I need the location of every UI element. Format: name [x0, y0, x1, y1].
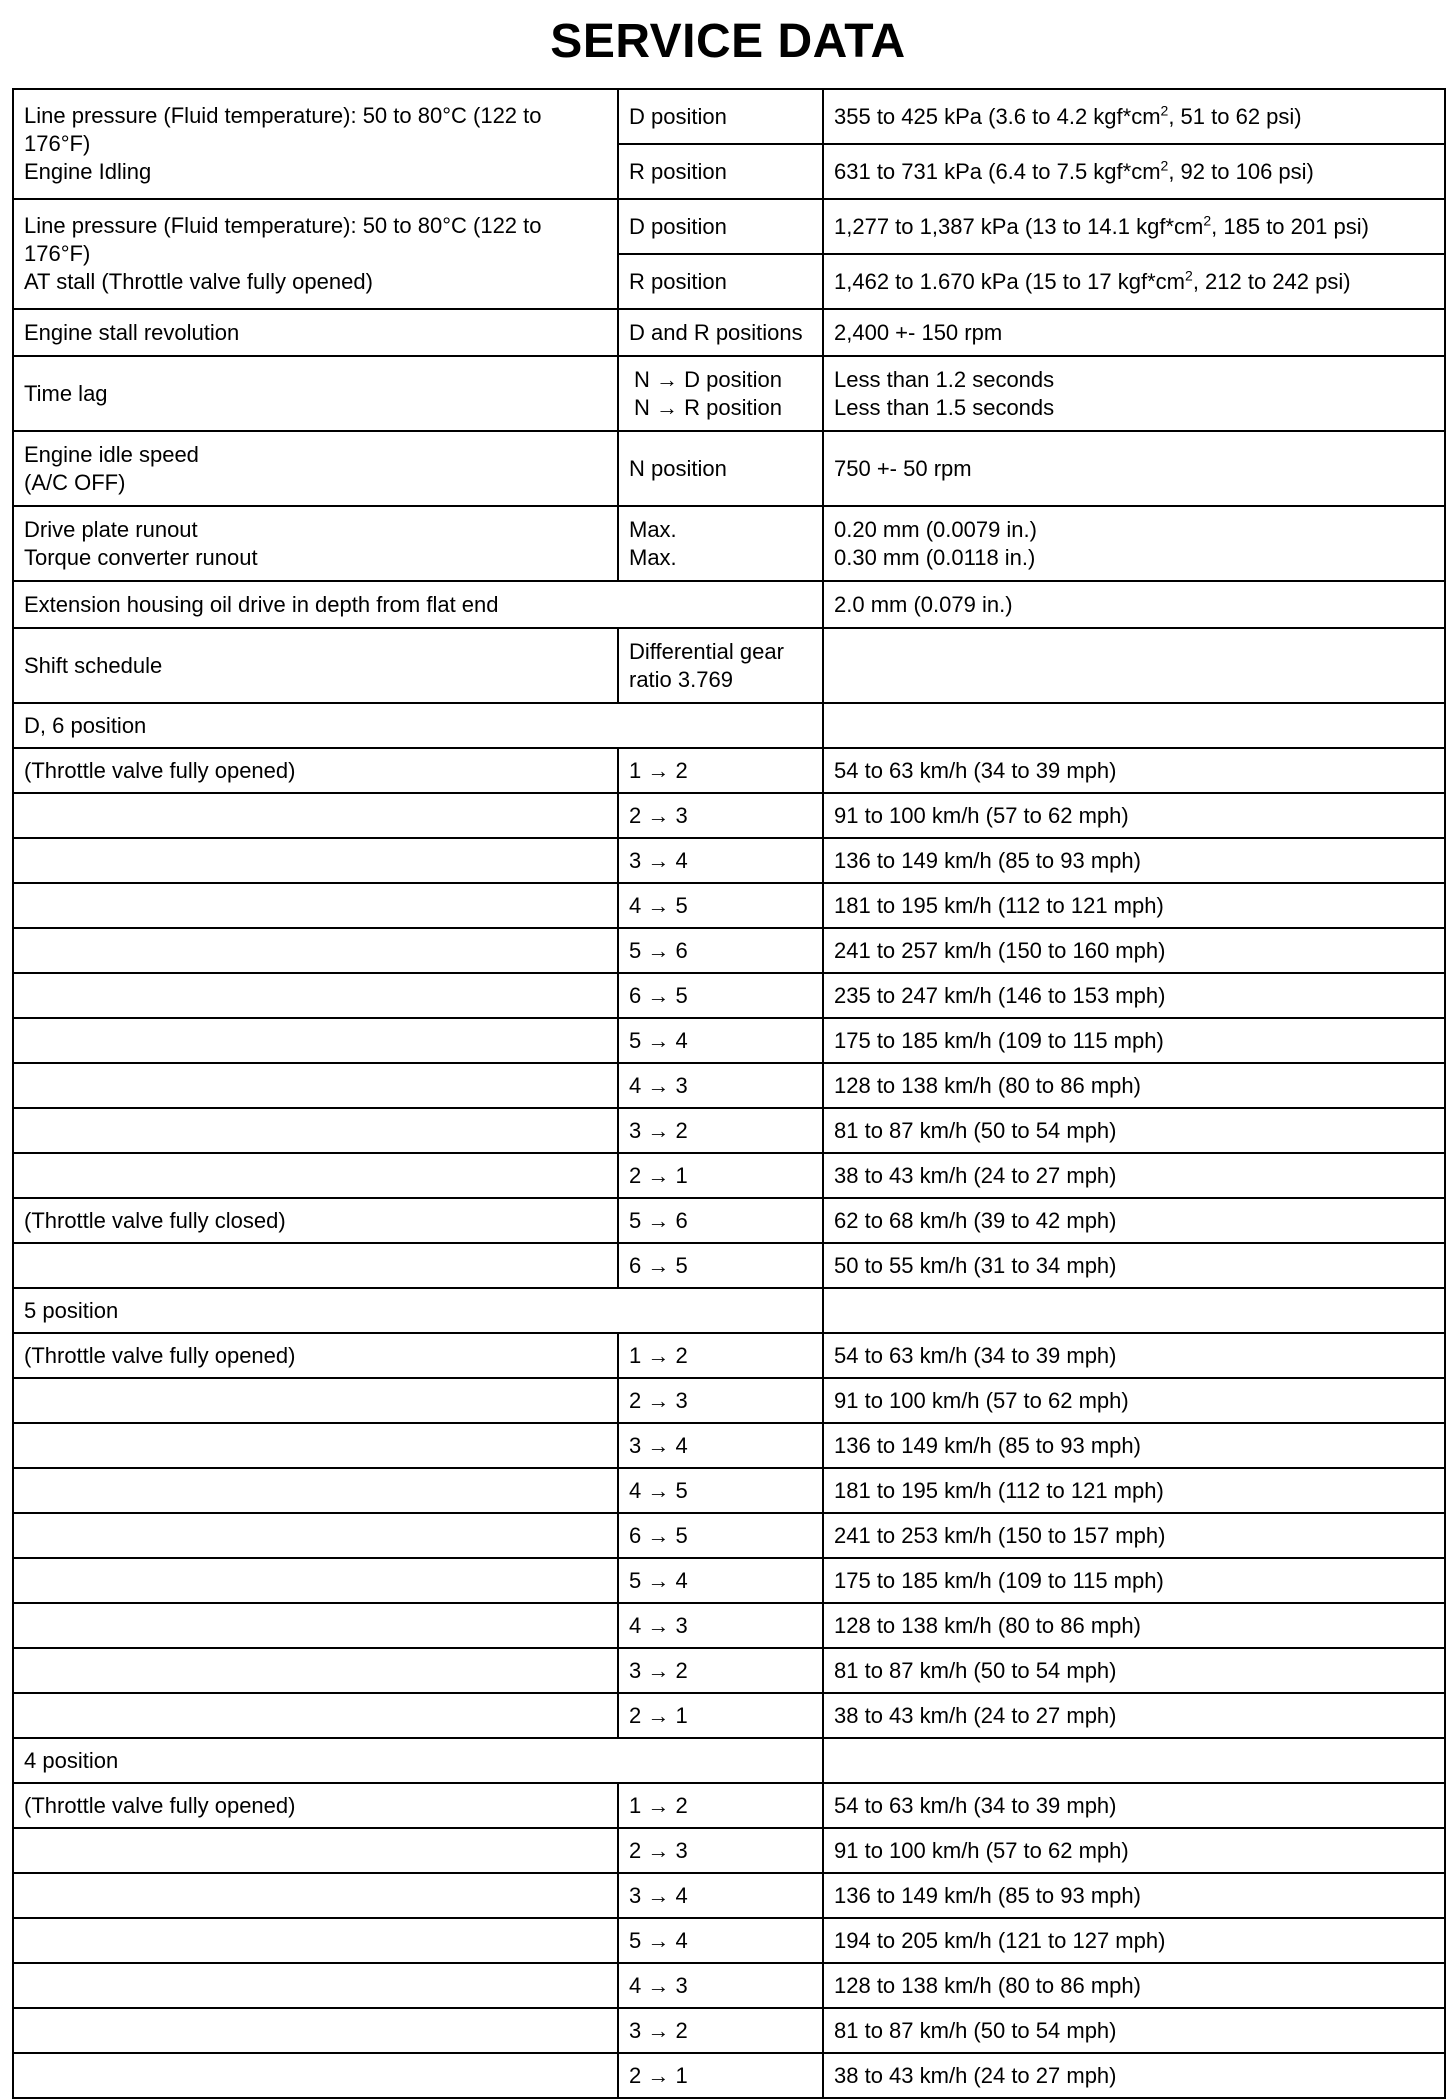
position-cell: N position	[618, 431, 823, 506]
condition-cell	[13, 973, 618, 1018]
section-row	[13, 1738, 1445, 1783]
shift-cell: 2 → 3	[618, 793, 823, 838]
shift-cell: 4 → 5	[618, 1468, 823, 1513]
value-cell	[823, 506, 1445, 581]
value-cell	[823, 199, 1445, 254]
shift-cell: 3 → 4	[618, 838, 823, 883]
speed-cell: 81 to 87 km/h (50 to 54 mph)	[823, 1108, 1445, 1153]
shift-cell: 1 → 2	[618, 1333, 823, 1378]
shift-cell: 2 → 1	[618, 2053, 823, 2098]
position-text: Max.	[629, 544, 677, 570]
speed-cell: 181 to 195 km/h (112 to 121 mph)	[823, 1468, 1445, 1513]
speed-cell: 81 to 87 km/h (50 to 54 mph)	[823, 2008, 1445, 2053]
value-cell: 750 +- 50 rpm	[823, 431, 1445, 506]
speed-cell: 38 to 43 km/h (24 to 27 mph)	[823, 2053, 1445, 2098]
table-row	[13, 356, 1445, 431]
position-text: Max.	[629, 516, 677, 542]
table-row	[13, 1333, 1445, 1378]
spec-label-cell	[13, 506, 618, 581]
position-text: N → R position	[634, 394, 782, 420]
shift-cell: 4 → 3	[618, 1963, 823, 2008]
table-row	[13, 793, 1445, 838]
condition-cell	[13, 793, 618, 838]
position-cell	[618, 506, 823, 581]
shift-cell: 5 → 4	[618, 1018, 823, 1063]
value-cell: 2.0 mm (0.079 in.)	[823, 581, 1445, 628]
condition-cell	[13, 2008, 618, 2053]
section-heading: D, 6 position	[13, 703, 823, 748]
spec-label: Engine idle speed	[24, 441, 199, 467]
table-row	[13, 973, 1445, 1018]
spec-label: Line pressure (Fluid temperature): 50 to 80°C (122 to 176°F)	[24, 213, 542, 266]
spec-label-cell	[13, 199, 618, 309]
table-row	[13, 1513, 1445, 1558]
shift-cell: 6 → 5	[618, 1243, 823, 1288]
superscript: 2	[1185, 267, 1193, 284]
spec-label: Engine Idling	[24, 159, 152, 184]
value-text: 0.30 mm (0.0118 in.)	[834, 544, 1036, 570]
value-cell	[823, 144, 1445, 199]
shift-cell: 5 → 6	[618, 928, 823, 973]
speed-cell: 38 to 43 km/h (24 to 27 mph)	[823, 1693, 1445, 1738]
position-cell: D and R positions	[618, 309, 823, 356]
shift-cell: 5 → 4	[618, 1558, 823, 1603]
speed-cell: 136 to 149 km/h (85 to 93 mph)	[823, 838, 1445, 883]
shift-cell: 3 → 2	[618, 1108, 823, 1153]
condition-cell	[13, 1378, 618, 1423]
value-cell	[823, 1738, 1445, 1783]
condition-cell	[13, 1558, 618, 1603]
value-text: 0.20 mm (0.0079 in.)	[834, 516, 1037, 542]
shift-cell: 3 → 4	[618, 1873, 823, 1918]
speed-cell: 136 to 149 km/h (85 to 93 mph)	[823, 1873, 1445, 1918]
condition-cell: (Throttle valve fully opened)	[13, 1333, 618, 1378]
position-cell	[618, 356, 823, 431]
table-row	[13, 1648, 1445, 1693]
speed-cell: 91 to 100 km/h (57 to 62 mph)	[823, 793, 1445, 838]
position-cell: D position	[618, 89, 823, 144]
table-row	[13, 748, 1445, 793]
condition-cell: (Throttle valve fully opened)	[13, 1783, 618, 1828]
position-text: N → D position	[634, 366, 782, 392]
condition-cell: (Throttle valve fully closed)	[13, 1198, 618, 1243]
shift-cell: 1 → 2	[618, 748, 823, 793]
condition-cell	[13, 838, 618, 883]
table-row	[13, 1468, 1445, 1513]
condition-cell	[13, 2053, 618, 2098]
value-cell	[823, 628, 1445, 703]
table-row	[13, 628, 1445, 703]
shift-cell: 5 → 6	[618, 1198, 823, 1243]
speed-cell: 50 to 55 km/h (31 to 34 mph)	[823, 1243, 1445, 1288]
speed-cell: 91 to 100 km/h (57 to 62 mph)	[823, 1378, 1445, 1423]
value-text: Less than 1.5 seconds	[834, 394, 1055, 420]
table-row	[13, 1963, 1445, 2008]
table-row	[13, 199, 1445, 254]
service-data-table	[12, 88, 1446, 2099]
table-row	[13, 1918, 1445, 1963]
spec-label: AT stall (Throttle valve fully opened)	[24, 269, 373, 294]
position-text: Differential gear	[629, 638, 784, 664]
value-text: , 212 to 242 psi)	[1192, 268, 1351, 294]
spec-label: Line pressure (Fluid temperature): 50 to 80°C (122 to 176°F)	[24, 103, 542, 156]
speed-cell: 128 to 138 km/h (80 to 86 mph)	[823, 1963, 1445, 2008]
shift-cell: 2 → 1	[618, 1153, 823, 1198]
table-row	[13, 883, 1445, 928]
table-row	[13, 1873, 1445, 1918]
position-cell: R position	[618, 254, 823, 309]
section-row	[13, 1288, 1445, 1333]
table-row	[13, 506, 1445, 581]
condition-cell	[13, 1153, 618, 1198]
speed-cell: 136 to 149 km/h (85 to 93 mph)	[823, 1423, 1445, 1468]
position-cell	[618, 628, 823, 703]
condition-cell	[13, 1828, 618, 1873]
position-cell: D position	[618, 199, 823, 254]
section-heading: 4 position	[13, 1738, 823, 1783]
condition-cell	[13, 928, 618, 973]
speed-cell: 181 to 195 km/h (112 to 121 mph)	[823, 883, 1445, 928]
value-cell: 2,400 +- 150 rpm	[823, 309, 1445, 356]
section-row	[13, 703, 1445, 748]
condition-cell	[13, 1423, 618, 1468]
shift-cell: 6 → 5	[618, 1513, 823, 1558]
speed-cell: 54 to 63 km/h (34 to 39 mph)	[823, 1333, 1445, 1378]
table-row	[13, 581, 1445, 628]
speed-cell: 38 to 43 km/h (24 to 27 mph)	[823, 1153, 1445, 1198]
value-text: , 51 to 62 psi)	[1168, 103, 1302, 129]
table-row	[13, 2008, 1445, 2053]
table-row	[13, 1018, 1445, 1063]
page-title: SERVICE DATA	[550, 15, 906, 68]
shift-cell: 4 → 3	[618, 1603, 823, 1648]
superscript: 2	[1203, 212, 1212, 229]
shift-cell: 6 → 5	[618, 973, 823, 1018]
condition-cell	[13, 1468, 618, 1513]
speed-cell: 128 to 138 km/h (80 to 86 mph)	[823, 1603, 1445, 1648]
spec-label: Shift schedule	[13, 628, 618, 703]
condition-cell	[13, 1108, 618, 1153]
table-row	[13, 1558, 1445, 1603]
table-row	[13, 928, 1445, 973]
speed-cell: 54 to 63 km/h (34 to 39 mph)	[823, 748, 1445, 793]
shift-cell: 5 → 4	[618, 1918, 823, 1963]
table-row	[13, 1108, 1445, 1153]
condition-cell	[13, 1243, 618, 1288]
condition-cell	[13, 1648, 618, 1693]
table-row	[13, 309, 1445, 356]
condition-cell	[13, 1603, 618, 1648]
table-row	[13, 838, 1445, 883]
speed-cell: 54 to 63 km/h (34 to 39 mph)	[823, 1783, 1445, 1828]
shift-cell: 3 → 2	[618, 2008, 823, 2053]
value-cell	[823, 89, 1445, 144]
speed-cell: 91 to 100 km/h (57 to 62 mph)	[823, 1828, 1445, 1873]
spec-label: Engine stall revolution	[13, 309, 618, 356]
speed-cell: 241 to 257 km/h (150 to 160 mph)	[823, 928, 1445, 973]
table-row	[13, 431, 1445, 506]
table-row	[13, 2053, 1445, 2098]
value-text: , 185 to 201 psi)	[1211, 213, 1369, 239]
speed-cell: 175 to 185 km/h (109 to 115 mph)	[823, 1558, 1445, 1603]
spec-label: Torque converter runout	[24, 544, 258, 570]
position-cell: R position	[618, 144, 823, 199]
table-row	[13, 1693, 1445, 1738]
condition-cell	[13, 1918, 618, 1963]
value-cell	[823, 703, 1445, 748]
condition-cell	[13, 883, 618, 928]
spec-label: Time lag	[13, 356, 618, 431]
speed-cell: 241 to 253 km/h (150 to 157 mph)	[823, 1513, 1445, 1558]
table-row	[13, 89, 1445, 144]
shift-cell: 3 → 2	[618, 1648, 823, 1693]
shift-cell: 1 → 2	[618, 1783, 823, 1828]
shift-cell: 2 → 1	[618, 1693, 823, 1738]
value-cell	[823, 356, 1445, 431]
table-row	[13, 1783, 1445, 1828]
superscript: 2	[1160, 157, 1169, 174]
value-text: , 92 to 106 psi)	[1168, 158, 1314, 184]
speed-cell: 81 to 87 km/h (50 to 54 mph)	[823, 1648, 1445, 1693]
shift-cell: 2 → 3	[618, 1378, 823, 1423]
table-row	[13, 1153, 1445, 1198]
condition-cell	[13, 1063, 618, 1108]
value-text: Less than 1.2 seconds	[834, 366, 1055, 392]
value-text: 355 to 425 kPa (3.6 to 4.2 kgf*cm	[834, 103, 1161, 129]
speed-cell: 128 to 138 km/h (80 to 86 mph)	[823, 1063, 1445, 1108]
condition-cell	[13, 1693, 618, 1738]
table-row	[13, 1603, 1445, 1648]
shift-cell: 3 → 4	[618, 1423, 823, 1468]
table-row	[13, 1423, 1445, 1468]
value-text: 631 to 731 kPa (6.4 to 7.5 kgf*cm	[834, 158, 1161, 184]
shift-cell: 4 → 3	[618, 1063, 823, 1108]
table-row	[13, 1378, 1445, 1423]
spec-label-cell	[13, 431, 618, 506]
speed-cell: 194 to 205 km/h (121 to 127 mph)	[823, 1918, 1445, 1963]
condition-cell	[13, 1963, 618, 2008]
condition-cell	[13, 1018, 618, 1063]
section-heading: 5 position	[13, 1288, 823, 1333]
condition-cell: (Throttle valve fully opened)	[13, 748, 618, 793]
spec-label: (A/C OFF)	[24, 469, 126, 495]
condition-cell	[13, 1873, 618, 1918]
table-row	[13, 1198, 1445, 1243]
table-row	[13, 1063, 1445, 1108]
table-row	[13, 1828, 1445, 1873]
position-text: ratio 3.769	[629, 666, 733, 692]
spec-label: Extension housing oil drive in depth from flat end	[13, 581, 823, 628]
speed-cell: 235 to 247 km/h (146 to 153 mph)	[823, 973, 1445, 1018]
spec-label: Drive plate runout	[24, 516, 198, 542]
value-cell	[823, 1288, 1445, 1333]
table-row	[13, 1243, 1445, 1288]
condition-cell	[13, 1513, 618, 1558]
speed-cell: 62 to 68 km/h (39 to 42 mph)	[823, 1198, 1445, 1243]
value-text: 1,462 to 1.670 kPa (15 to 17 kgf*cm	[834, 268, 1186, 294]
speed-cell: 175 to 185 km/h (109 to 115 mph)	[823, 1018, 1445, 1063]
shift-cell: 4 → 5	[618, 883, 823, 928]
shift-cell: 2 → 3	[618, 1828, 823, 1873]
value-cell	[823, 254, 1445, 309]
value-text: 1,277 to 1,387 kPa (13 to 14.1 kgf*cm	[834, 213, 1204, 239]
superscript: 2	[1160, 102, 1169, 119]
spec-label-cell	[13, 89, 618, 199]
